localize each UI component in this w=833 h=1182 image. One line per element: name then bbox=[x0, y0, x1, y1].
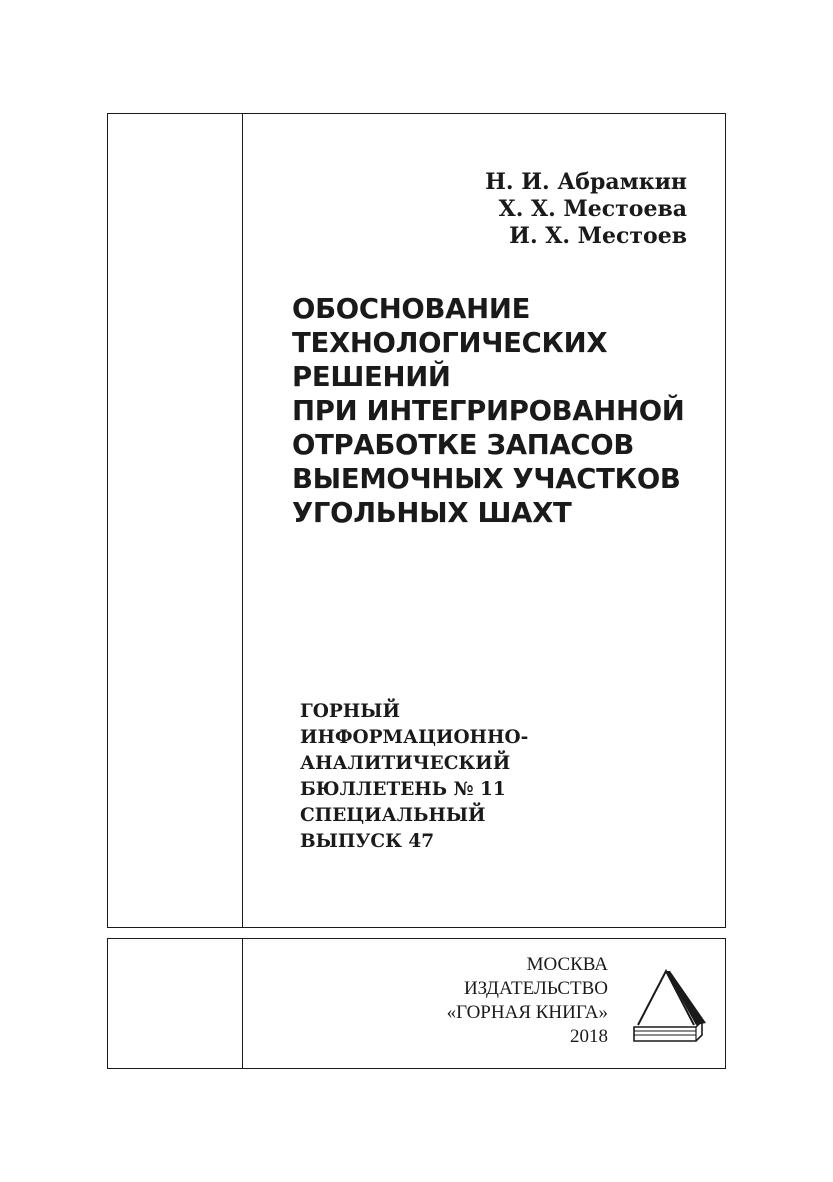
title-line: РЕШЕНИЙ bbox=[292, 361, 451, 393]
series-line: АНАЛИТИЧЕСКИЙ bbox=[300, 753, 511, 774]
author-name: И. Х. Местоев bbox=[509, 223, 687, 249]
series-line: ИНФОРМАЦИОННО- bbox=[300, 727, 529, 748]
publication-year: 2018 bbox=[570, 1026, 608, 1047]
title-line: УГОЛЬНЫХ ШАХТ bbox=[292, 497, 572, 529]
series-line: СПЕЦИАЛЬНЫЙ bbox=[300, 805, 486, 826]
book-title bbox=[292, 292, 685, 530]
title-line: ВЫЕМОЧНЫХ УЧАСТКОВ bbox=[292, 463, 681, 495]
title-line: ОБОСНОВАНИЕ bbox=[292, 293, 531, 325]
frame-divider bbox=[242, 939, 243, 1068]
series-info bbox=[300, 699, 528, 855]
title-line: ПРИ ИНТЕГРИРОВАННОЙ bbox=[292, 395, 685, 427]
series-line: ВЫПУСК 47 bbox=[300, 831, 435, 852]
publisher-name: «ГОРНАЯ КНИГА» bbox=[446, 1002, 608, 1023]
publisher-logo-icon bbox=[630, 963, 710, 1045]
publisher-frame bbox=[107, 938, 726, 1069]
frame-divider bbox=[242, 114, 243, 927]
title-line: ОТРАБОТКЕ ЗАПАСОВ bbox=[292, 429, 635, 461]
publisher-city: МОСКВА bbox=[526, 954, 608, 975]
publisher-label: ИЗДАТЕЛЬСТВО bbox=[463, 978, 608, 999]
author-name: Х. Х. Местоева bbox=[498, 196, 687, 222]
title-frame bbox=[107, 113, 726, 928]
title-line: ТЕХНОЛОГИЧЕСКИХ bbox=[292, 327, 608, 359]
series-line: БЮЛЛЕТЕНЬ № 11 bbox=[300, 779, 506, 800]
authors-block bbox=[485, 169, 687, 250]
author-name: Н. И. Абрамкин bbox=[485, 169, 687, 195]
publisher-block bbox=[428, 953, 608, 1049]
series-line: ГОРНЫЙ bbox=[300, 701, 400, 722]
